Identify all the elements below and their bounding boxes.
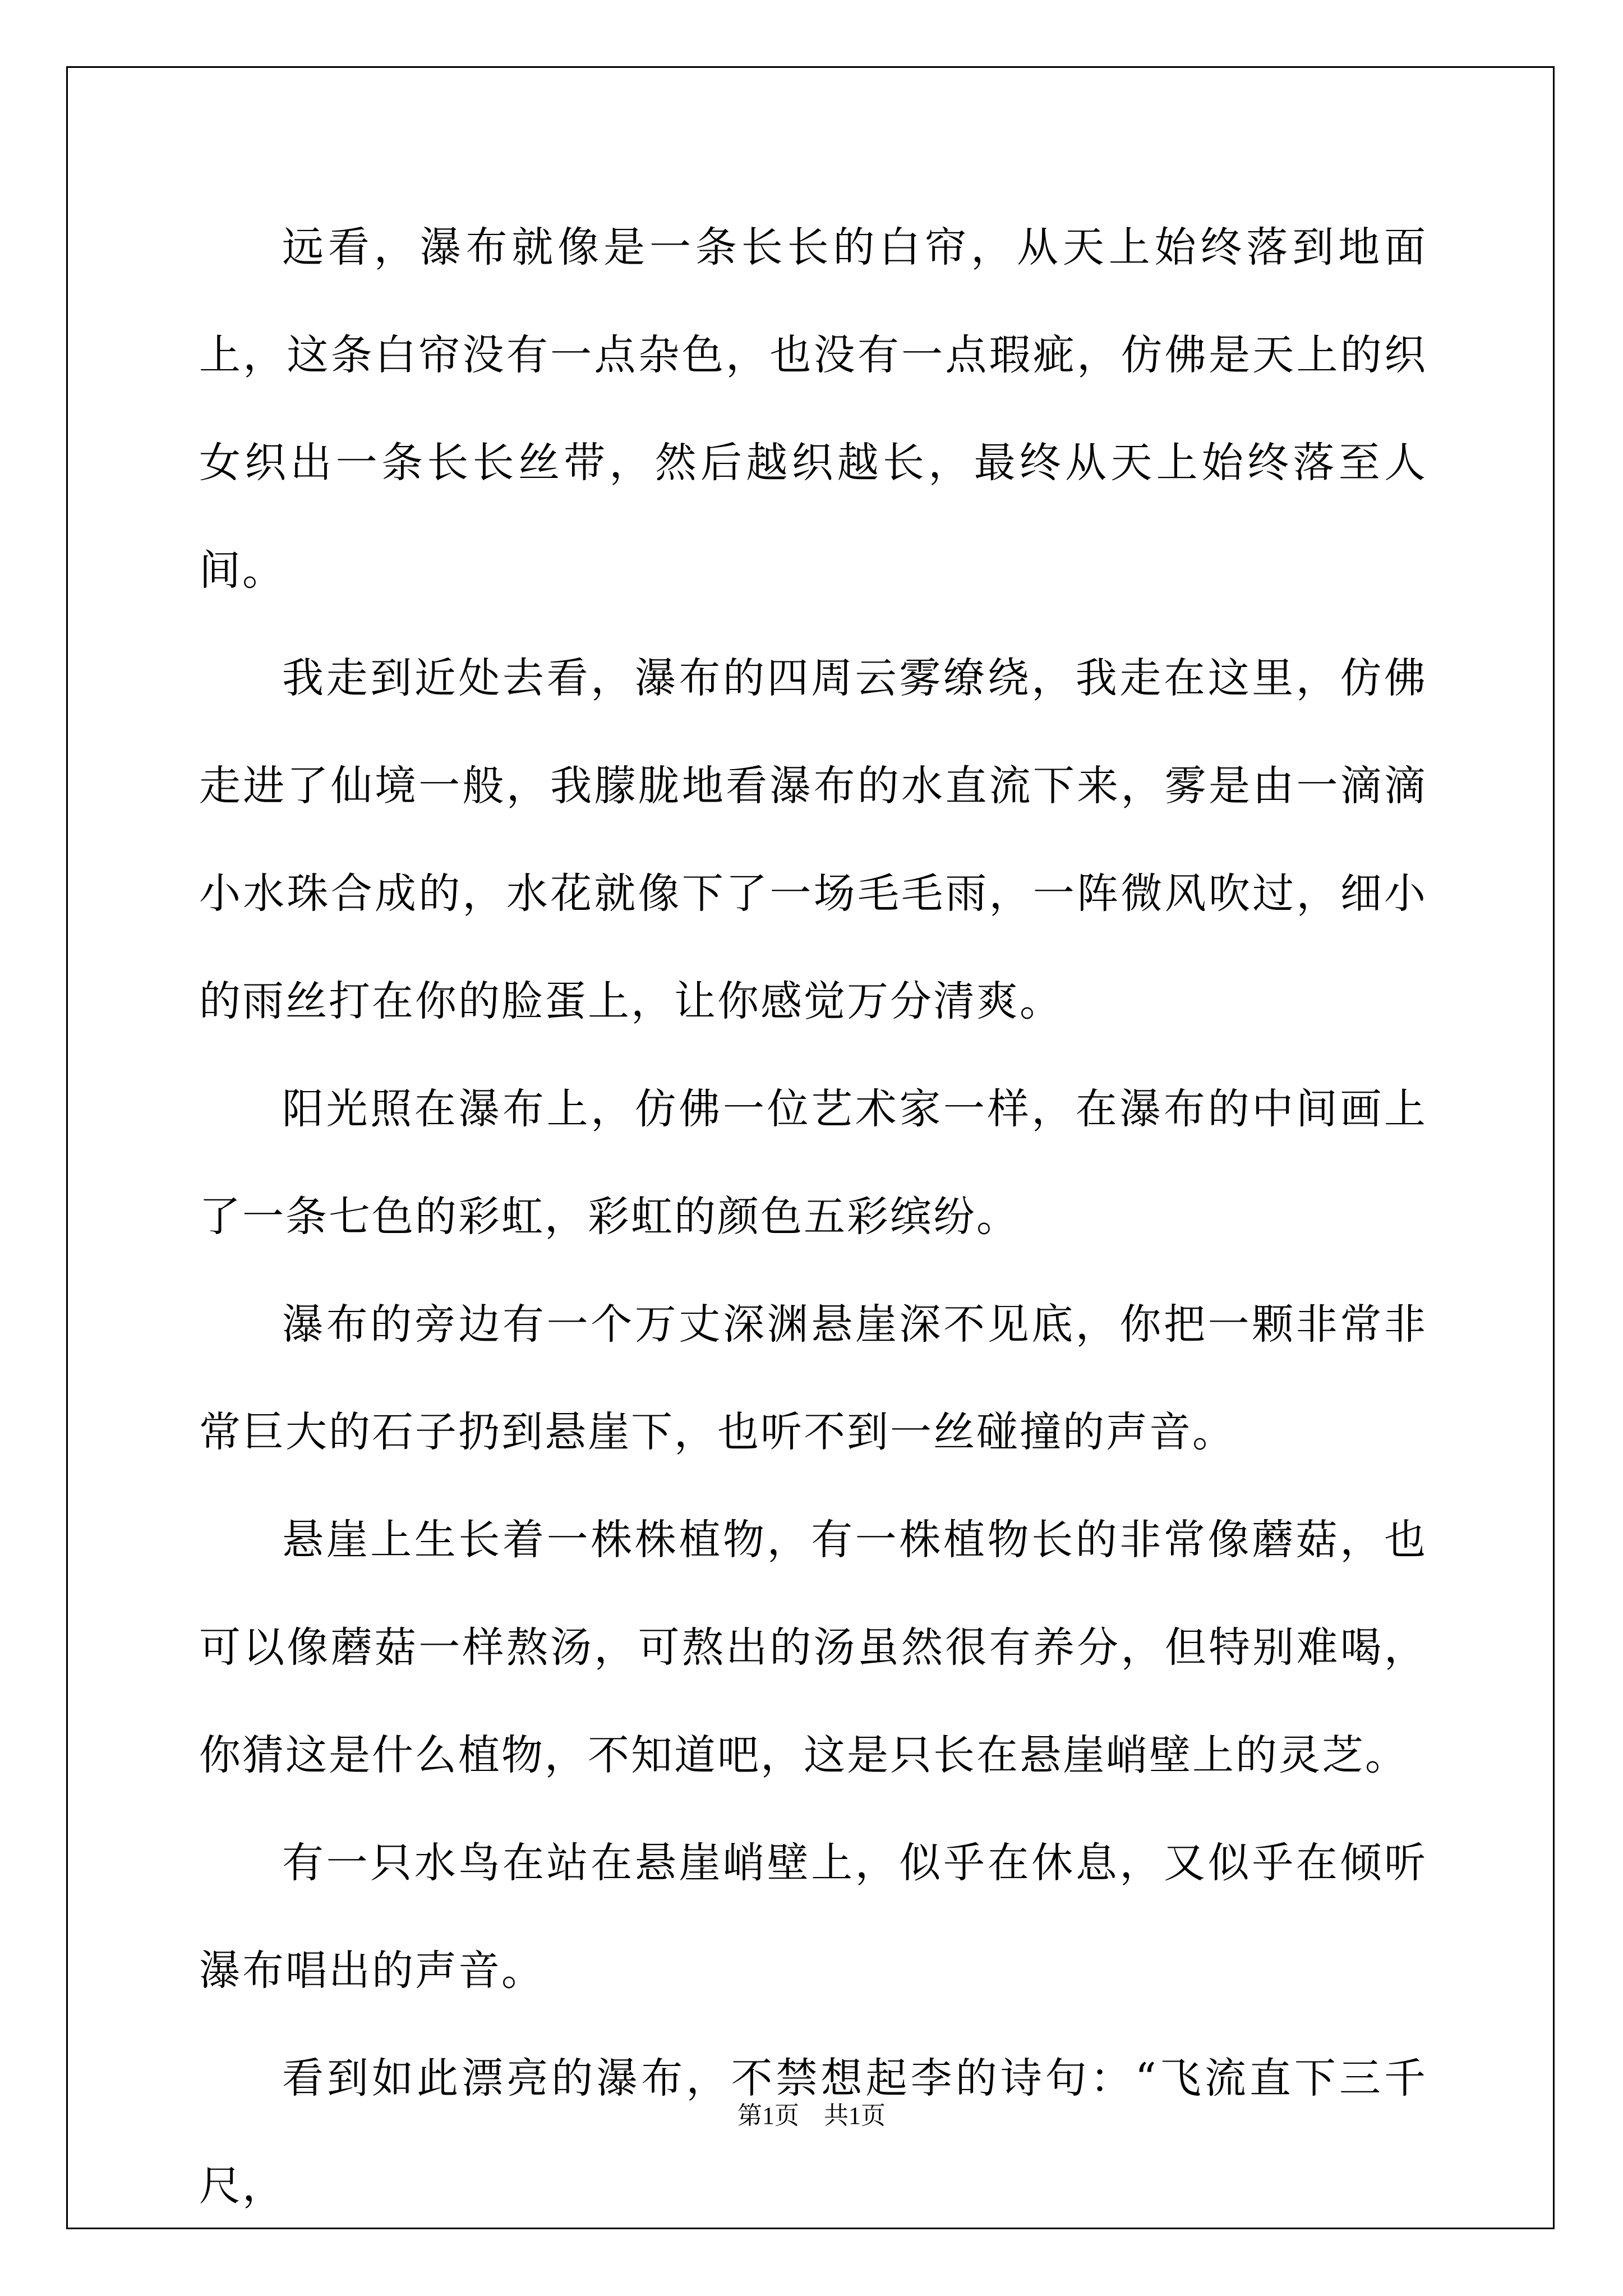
paragraph: 瀑布的旁边有一个万丈深渊悬崖深不见底，你把一颗非常非常巨大的石子扔到悬崖下，也听不到一丝碰撞的声音。 [199, 1300, 1427, 1456]
document-body [199, 194, 1427, 2240]
paragraph: 有一只水鸟在站在悬崖峭壁上，似乎在休息，又似乎在倾听瀑布唱出的声音。 [199, 1839, 1427, 1995]
paragraph: 我走到近处去看，瀑布的四周云雾缭绕，我走在这里，仿佛走进了仙境一般，我朦胧地看瀑布的水直流下来，雾是由一滴滴小水珠合成的，水花就像下了一场毛毛雨，一阵微风吹过，细小的雨丝打在你的脸蛋上，让你感觉万分清爽。 [199, 654, 1427, 1025]
paragraph: 远看，瀑布就像是一条长长的白帘，从天上始终落到地面上，这条白帘没有一点杂色，也没有一点瑕疵，仿佛是天上的织女织出一条长长丝带，然后越织越长，最终从天上始终落至人间。 [199, 223, 1427, 595]
paragraph: 悬崖上生长着一株株植物，有一株植物长的非常像蘑菇，也可以像蘑菇一样熬汤，可熬出的汤虽然很有养分，但特别难喝，你猜这是什么植物，不知道吧，这是只长在悬崖峭壁上的灵芝。 [199, 1516, 1427, 1779]
paragraph: 阳光照在瀑布上，仿佛一位艺术家一样，在瀑布的中间画上了一条七色的彩虹，彩虹的颜色五彩缤纷。 [199, 1085, 1427, 1241]
page-footer: 第1页 共1页 [737, 2102, 886, 2129]
paragraph: 看到如此漂亮的瀑布，不禁想起李的诗句：“飞流直下三千尺， [199, 2054, 1427, 2210]
